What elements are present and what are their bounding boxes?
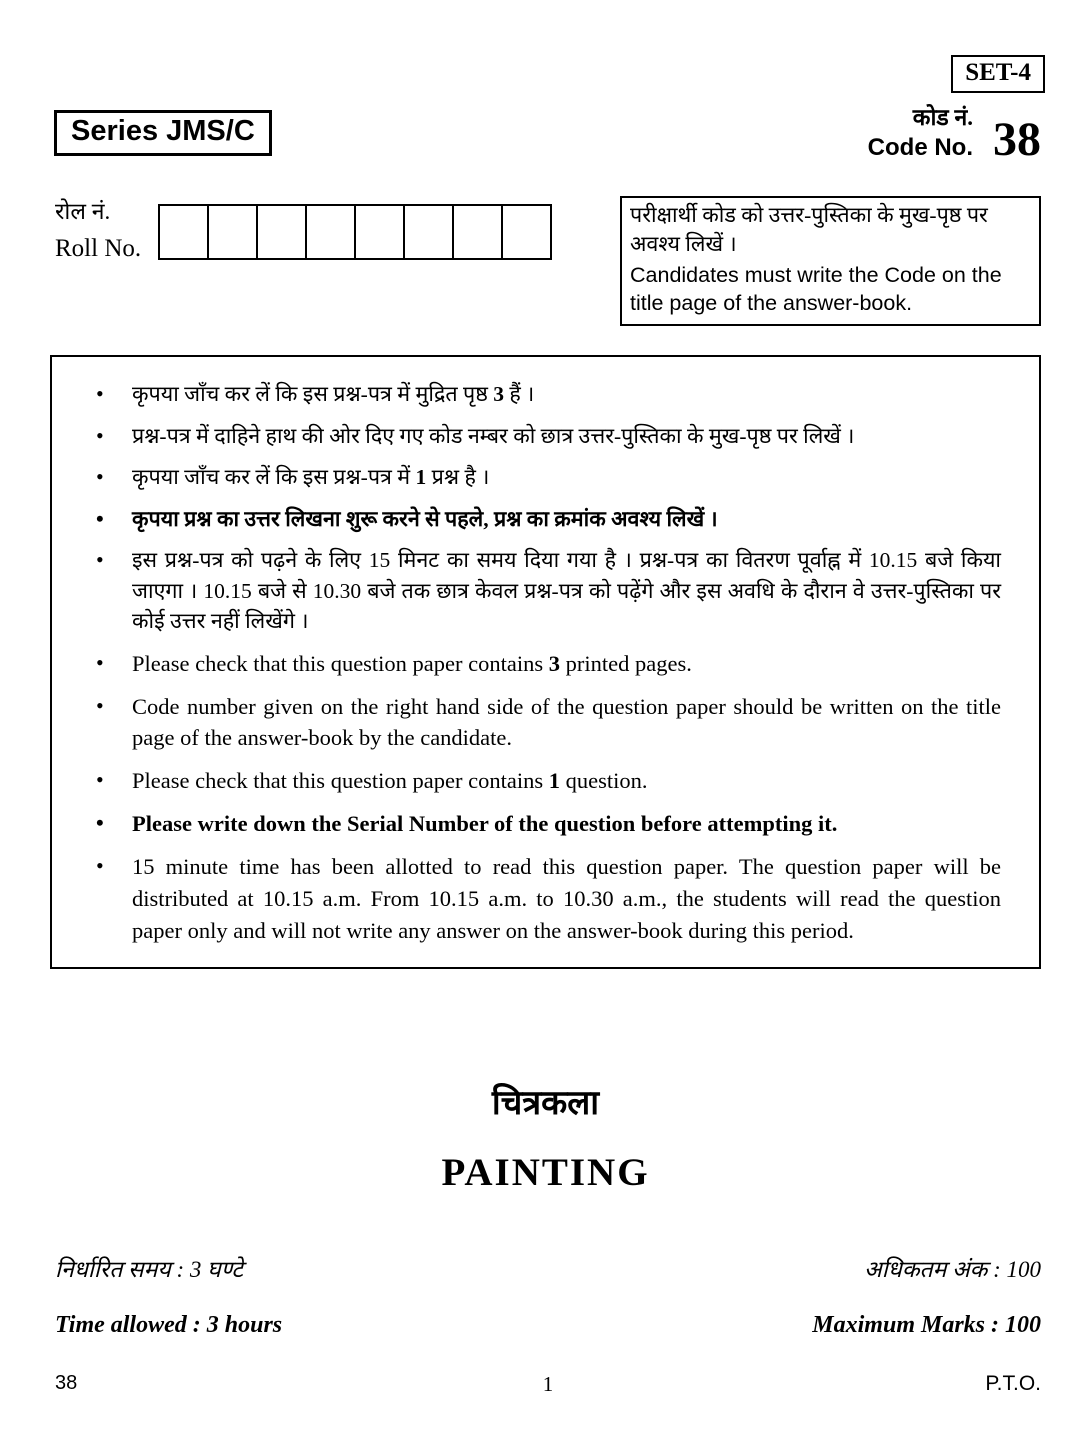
paper-title-hindi: चित्रकला — [491, 1085, 600, 1122]
instruction-bold-text: 1 — [548, 768, 561, 794]
meta-row-english — [55, 1312, 1041, 1339]
instruction-bold-text: 1 — [415, 465, 427, 490]
roll-number-grid — [158, 204, 552, 264]
instruction-item — [82, 691, 1001, 755]
instruction-item — [82, 504, 1001, 535]
maximum-marks-english: Maximum Marks : 100 — [812, 1312, 1041, 1338]
code-number: 38 — [993, 113, 1041, 167]
instruction-item — [82, 808, 1001, 840]
time-allowed-english: Time allowed : 3 hours — [55, 1312, 283, 1338]
instruction-text: इस प्रश्न-पत्र को पढ़ने के लिए 15 मिनट का समय दिया गया है । प्रश्न-पत्र का वितरण पूर्वाह्न में 10.15 बजे किया जाएगा । 10.15 बजे से 10.30 बजे तक छात्र केवल प्रश्न-पत्र को पढ़ेंगे और इस अवधि के दौरान वे उत्तर-पुस्तिका पर कोई उत्तर नहीं लिखेंगे । — [132, 548, 1002, 634]
roll-label-english: Roll No. — [55, 234, 142, 262]
instruction-bold-text: 3 — [493, 382, 504, 406]
roll-number-cell — [452, 204, 503, 260]
meta-row-hindi — [55, 1252, 1041, 1284]
instruction-item — [82, 379, 1001, 410]
roll-number-labels — [55, 196, 158, 264]
footer-page-number: 1 — [542, 1372, 554, 1396]
instruction-text: Code number given on the right hand side of the question paper should be written on the title page of the answer-book by the candidate. — [132, 693, 1001, 751]
roll-number-cell — [305, 204, 356, 260]
instruction-text: प्रश्न-पत्र में दाहिने हाथ की ओर दिए गए कोड नम्बर को छात्र उत्तर-पुस्तिका के मुख-पृष्ठ पर लिखें । — [132, 423, 855, 448]
footer-pto: P.T.O. — [985, 1372, 1041, 1395]
roll-number-cell — [256, 204, 307, 260]
paper-title-english: PAINTING — [441, 1151, 650, 1194]
instruction-item — [82, 648, 1001, 680]
roll-number-cell — [158, 204, 209, 260]
instruction-text: हैं । — [504, 382, 535, 406]
code-notice-box — [620, 196, 1041, 326]
maximum-marks-hindi: अधिकतम अंक : 100 — [864, 1257, 1041, 1282]
instruction-text: Please check that this question paper contains — [132, 650, 549, 676]
instruction-list — [82, 379, 1001, 947]
set-label: SET-4 — [965, 59, 1031, 86]
general-instructions-box — [50, 355, 1041, 969]
instruction-text: कृपया जाँच कर लें कि इस प्रश्न-पत्र में मुद्रित पृष्ठ — [132, 382, 494, 406]
instruction-text: 15 minute time has been allotted to read this question paper. The question paper will be distributed at 10.15 a.m. From 10.15 a.m. to 10.30 a.m., the students will read the question paper only and will not write any answer on the answer-book during this period. — [132, 854, 1001, 944]
roll-number-cell — [403, 204, 454, 260]
roll-number-cell — [501, 204, 552, 260]
code-labels — [868, 103, 973, 163]
series-badge — [54, 110, 272, 156]
time-allowed-hindi: निर्धारित समय : 3 घण्टे — [55, 1257, 243, 1282]
roll-label-hindi: रोल नं. — [55, 199, 111, 224]
instruction-item — [82, 545, 1001, 637]
footer-paper-code: 38 — [55, 1372, 78, 1394]
instruction-text: Please check that this question paper contains — [132, 768, 549, 794]
code-notice-hindi: परीक्षार्थी कोड को उत्तर-पुस्तिका के मुख-पृष्ठ पर अवश्य लिखें । — [630, 203, 988, 257]
instruction-item — [82, 765, 1001, 797]
instruction-item — [82, 462, 1001, 493]
series-label: Series JMS/C — [71, 115, 255, 147]
code-notice-english: Candidates must write the Code on the title page of the answer-book. — [630, 263, 1002, 315]
instruction-text: प्रश्न है । — [426, 465, 490, 490]
roll-number-cell — [207, 204, 258, 260]
set-badge — [951, 55, 1045, 93]
code-number-block — [867, 103, 1041, 167]
instruction-item — [82, 851, 1001, 947]
instruction-bold-text: 3 — [548, 650, 561, 676]
code-label-hindi: कोड नं. — [912, 105, 973, 130]
instruction-text: कृपया जाँच कर लें कि इस प्रश्न-पत्र में — [132, 465, 416, 490]
instruction-item — [82, 421, 1001, 452]
instruction-text: printed pages. — [560, 650, 692, 676]
instruction-text: question. — [560, 768, 648, 794]
roll-number-cell — [354, 204, 405, 260]
code-label-english: Code No. — [867, 133, 973, 161]
instruction-text: Please write down the Serial Number of the question before attempting it. — [132, 811, 838, 837]
instruction-text: कृपया प्रश्न का उत्तर लिखना शुरू करने से पहले, प्रश्न का क्रमांक अवश्य लिखें । — [132, 506, 718, 531]
roll-number-section — [55, 196, 552, 264]
page-footer — [55, 1372, 1041, 1402]
